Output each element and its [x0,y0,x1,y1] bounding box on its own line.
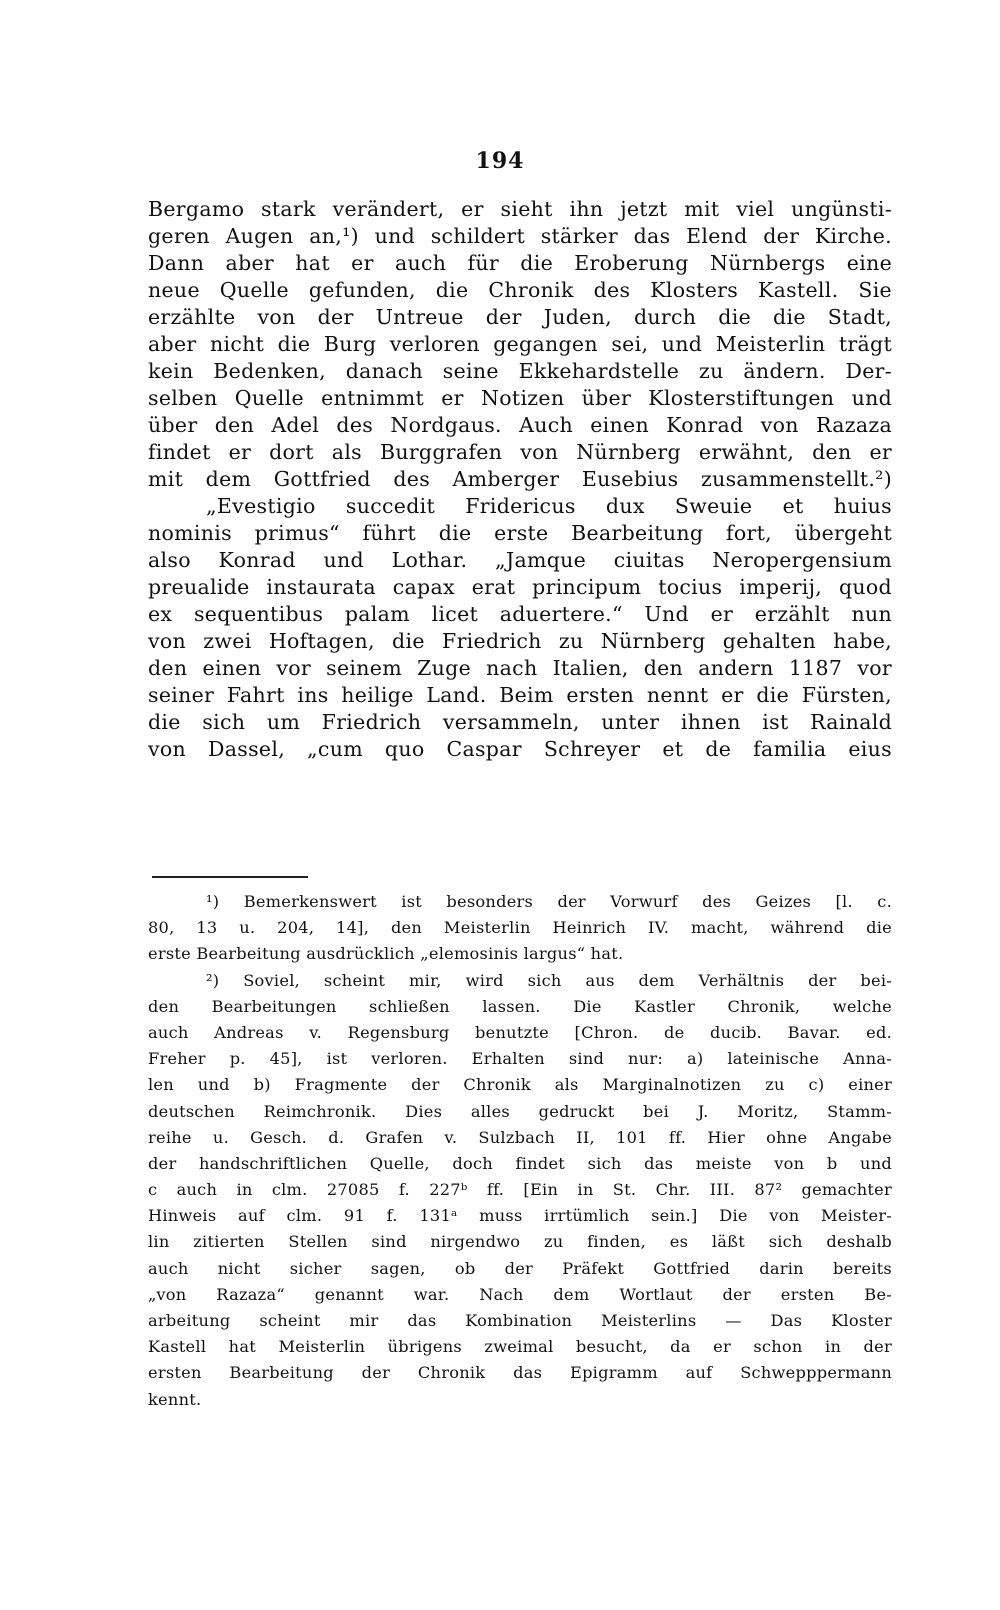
text-line: also Konrad und Lothar. „Jamque ciuitas Neropergensium [148,548,892,572]
footnote-line: „von Razaza“ genannt war. Nach dem Wortlaut der ersten Be- [148,1284,892,1304]
footnote-line: len und b) Fragmente der Chronik als Marginalnotizen zu c) einer [148,1075,892,1095]
text-line: Bergamo stark verändert, er sieht ihn jetzt mit viel ungünsti- [148,197,892,221]
main-text [148,196,892,763]
page-number: 194 [475,148,525,174]
footnotes [148,889,892,1413]
text-line: nominis primus“ führt die erste Bearbeitung fort, übergeht [148,521,892,545]
footnote-line: arbeitung scheint mir das Kombination Meisterlins — Das Kloster [148,1311,892,1330]
footnote-line: Kastell hat Meisterlin übrigens zweimal besucht, da er schon in der [148,1337,892,1357]
text-line: seiner Fahrt ins heilige Land. Beim ersten nennt er die Fürsten, [148,683,892,707]
footnote-line: erste Bearbeitung ausdrücklich „elemosinis largus“ hat. [148,944,624,964]
footnote-line: lin zitierten Stellen sind nirgendwo zu finden, es läßt sich deshalb [148,1232,892,1252]
footnote-line: c auch in clm. 27085 f. 227ᵇ ff. [Ein in St. Chr. III. 87² gemachter [148,1180,892,1200]
footnote-line: ¹) Bemerkenswert ist besonders der Vorwurf des Geizes [l. c. [206,892,892,911]
footnote-line: den Bearbeitungen schließen lassen. Die Kastler Chronik, welche [148,996,892,1016]
footnote-line: kennt. [148,1389,202,1409]
text-line: ex sequentibus palam licet aduertere.“ Und er erzählt nun [148,602,892,626]
text-line: die sich um Friedrich versammeln, unter ihnen ist Rainald [148,710,892,734]
footnote-line: ersten Bearbeitung der Chronik das Epigramm auf Schwepppermann [148,1363,892,1383]
text-line: geren Augen an,¹) und schildert stärker das Elend der Kirche. [148,224,892,248]
text-line: selben Quelle entnimmt er Notizen über Klosterstiftungen und [148,386,892,410]
text-line: „Evestigio succedit Fridericus dux Sweuie et huius [206,494,892,518]
text-line: kein Bedenken, danach seine Ekkehardstelle zu ändern. Der- [148,359,892,383]
footnote-line: auch Andreas v. Regensburg benutzte [Chron. de ducib. Bavar. ed. [148,1022,892,1042]
text-line: den einen vor seinem Zuge nach Italien, den andern 1187 vor [148,656,892,680]
text-line: über den Adel des Nordgaus. Auch einen Konrad von Razaza [148,413,892,437]
text-line: aber nicht die Burg verloren gegangen sei, und Meisterlin trägt [148,332,892,356]
text-line: von zwei Hoftagen, die Friedrich zu Nürnberg gehalten habe, [148,629,892,653]
footnote-line: Hinweis auf clm. 91 f. 131ᵃ muss irrtümlich sein.] Die von Meister- [148,1206,892,1226]
text-line: neue Quelle gefunden, die Chronik des Klosters Kastell. Sie [148,278,892,302]
text-line: findet er dort als Burggrafen von Nürnberg erwähnt, den er [148,440,892,464]
footnote-line: 80, 13 u. 204, 14], den Meisterlin Heinrich IV. macht, während die [148,918,892,938]
text-line: preualide instaurata capax erat principum tocius imperij, quod [148,575,892,599]
text-line: erzählte von der Untreue der Juden, durch die die Stadt, [148,305,892,329]
text-line: mit dem Gottfried des Amberger Eusebius zusammenstellt.²) [148,467,892,491]
footnote-line: Freher p. 45], ist verloren. Erhalten sind nur: a) lateinische Anna- [148,1049,892,1069]
footnote-divider [152,876,308,878]
footnote-line: reihe u. Gesch. d. Grafen v. Sulzbach II, 101 ff. Hier ohne Angabe [148,1127,892,1147]
text-line: von Dassel, „cum quo Caspar Schreyer et de familia eius [148,737,892,761]
footnote-line: der handschriftlichen Quelle, doch findet sich das meiste von b und [148,1153,892,1173]
footnote-line: auch nicht sicher sagen, ob der Präfekt Gottfried darin bereits [148,1258,892,1278]
footnote-line: deutschen Reimchronik. Dies alles gedruckt bei J. Moritz, Stamm- [148,1101,892,1121]
text-line: Dann aber hat er auch für die Eroberung Nürnbergs eine [148,251,892,275]
footnote-line: ²) Soviel, scheint mir, wird sich aus dem Verhältnis der bei- [206,970,892,990]
